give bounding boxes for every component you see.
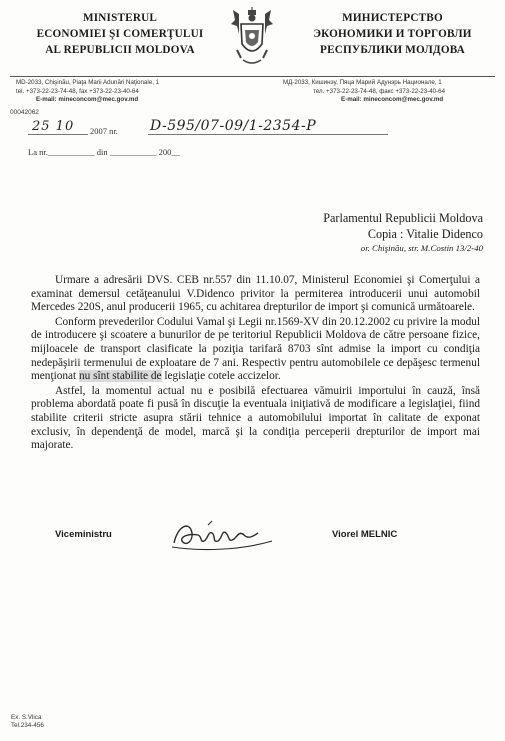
recipient-name: Parlamentul Republicii Moldova xyxy=(323,211,483,225)
signatory-title: Viceministru xyxy=(55,529,112,540)
recipient-copy: Copia : Vitalie Didenco xyxy=(367,227,483,241)
in-reply-to-line: La nr.___________ din ___________ 200__ xyxy=(28,147,180,157)
signatory-name: Viorel MELNIC xyxy=(332,529,398,540)
handwritten-date: 25 10 xyxy=(32,119,75,134)
address-line: МД-2033, Кишинэу, Пяца Марий Адунэрь Национале, 1 xyxy=(283,79,442,86)
paragraph: Urmare a adresării DVS. CEB nr.557 din 11.10.07, Ministerul Economiei şi Comerţului a examinat demersul cetăţeanului V.Didenco privitor la permiterea introducerii unui automobil Mercedes 220S, anul producerii 1965, cu achitarea drepturilor de import şi comunică următoarele. xyxy=(31,274,480,314)
letter-body xyxy=(31,274,480,454)
executor-info xyxy=(11,714,44,730)
address-email: E-mail: mineconcom@mec.gov.md xyxy=(36,96,139,104)
handwritten-number: D-595/07-09/1-2354-P xyxy=(150,118,317,134)
paragraph xyxy=(31,316,480,384)
header-right-line: МИНИСТЕРСТВО xyxy=(342,12,443,24)
header-left-line: AL REPUBLICII MOLDOVA xyxy=(45,44,195,56)
coat-of-arms-icon xyxy=(229,6,275,68)
header-left-line: ECONOMIEI ŞI COMERŢULUI xyxy=(36,28,204,40)
ministry-name-romanian xyxy=(20,10,220,58)
date-underline xyxy=(28,134,88,135)
recipient-block xyxy=(323,210,483,255)
executor-name: Ex. S.Vlica xyxy=(11,714,42,721)
recipient-address: or. Chişinău, str. M.Costin 13/2-40 xyxy=(360,243,483,253)
year-label: 2007 nr. xyxy=(90,126,118,136)
number-underline xyxy=(148,134,388,135)
address-phone: tel. +373-22-23-74-48, fax +373-22-23-40-64 xyxy=(16,87,139,95)
address-block-russian xyxy=(283,79,493,105)
header-divider xyxy=(10,76,495,77)
registration-number: 00042062 xyxy=(10,109,39,116)
address-email: E-mail: mineconcom@mec.gov.md xyxy=(341,96,444,104)
executor-phone: Tel.234-456 xyxy=(11,722,44,729)
header-left-line: MINISTERUL xyxy=(82,12,158,24)
paragraph-text: . Respectiv pentru automobilele ce depăşesc termenul menţionat xyxy=(31,356,480,383)
handwritten-signature xyxy=(168,515,278,555)
paragraph: Astfel, la momentul actual nu e posibilă efectuarea vămuirii importului în cauză, însă problema abordată poate fi pusă în discuţie la eventuala iniţiativă de modificare a legislaţiei, fiind stabilite criterii stricte asupra stării tehnice a automobilului importat în calitate de exponat exclusiv, în dependenţă de model, marcă şi la condiţia perceperii drepturilor de import mai majorate. xyxy=(31,384,480,452)
highlighted-text: nu sînt stabilite de xyxy=(79,370,162,383)
paragraph-text: legislaţie cotele accizelor. xyxy=(161,370,281,383)
paragraph-text: Conform prevederilor Codului Vamal şi Legii nr.1569-XV din 20.12.2002 cu privire la modul de introducere şi scoatere a bunurilor de pe teritoriul Republicii Moldova de către persoane fizice, mijloacele de transport clasificate la poziţia tarifară 8703 sînt admise la import cu condiţia nedepăşirii termenului de exploatare de 7 ani xyxy=(31,315,480,369)
outgoing-date-line xyxy=(28,119,498,141)
ministry-name-russian xyxy=(290,10,495,58)
header-right-line: РЕСПУБЛИКИ МОЛДОВА xyxy=(320,44,465,56)
address-phone: тел. +373-22-23-74-48, факс +373-22-23-40-64 xyxy=(313,87,446,95)
address-line: MD-2033, Chişinău, Piaţa Marii Adunări Naţionale, 1 xyxy=(16,79,160,86)
address-block-romanian xyxy=(16,79,216,105)
header-right-line: ЭКОНОМИКИ И ТОРГОВЛИ xyxy=(313,28,472,40)
